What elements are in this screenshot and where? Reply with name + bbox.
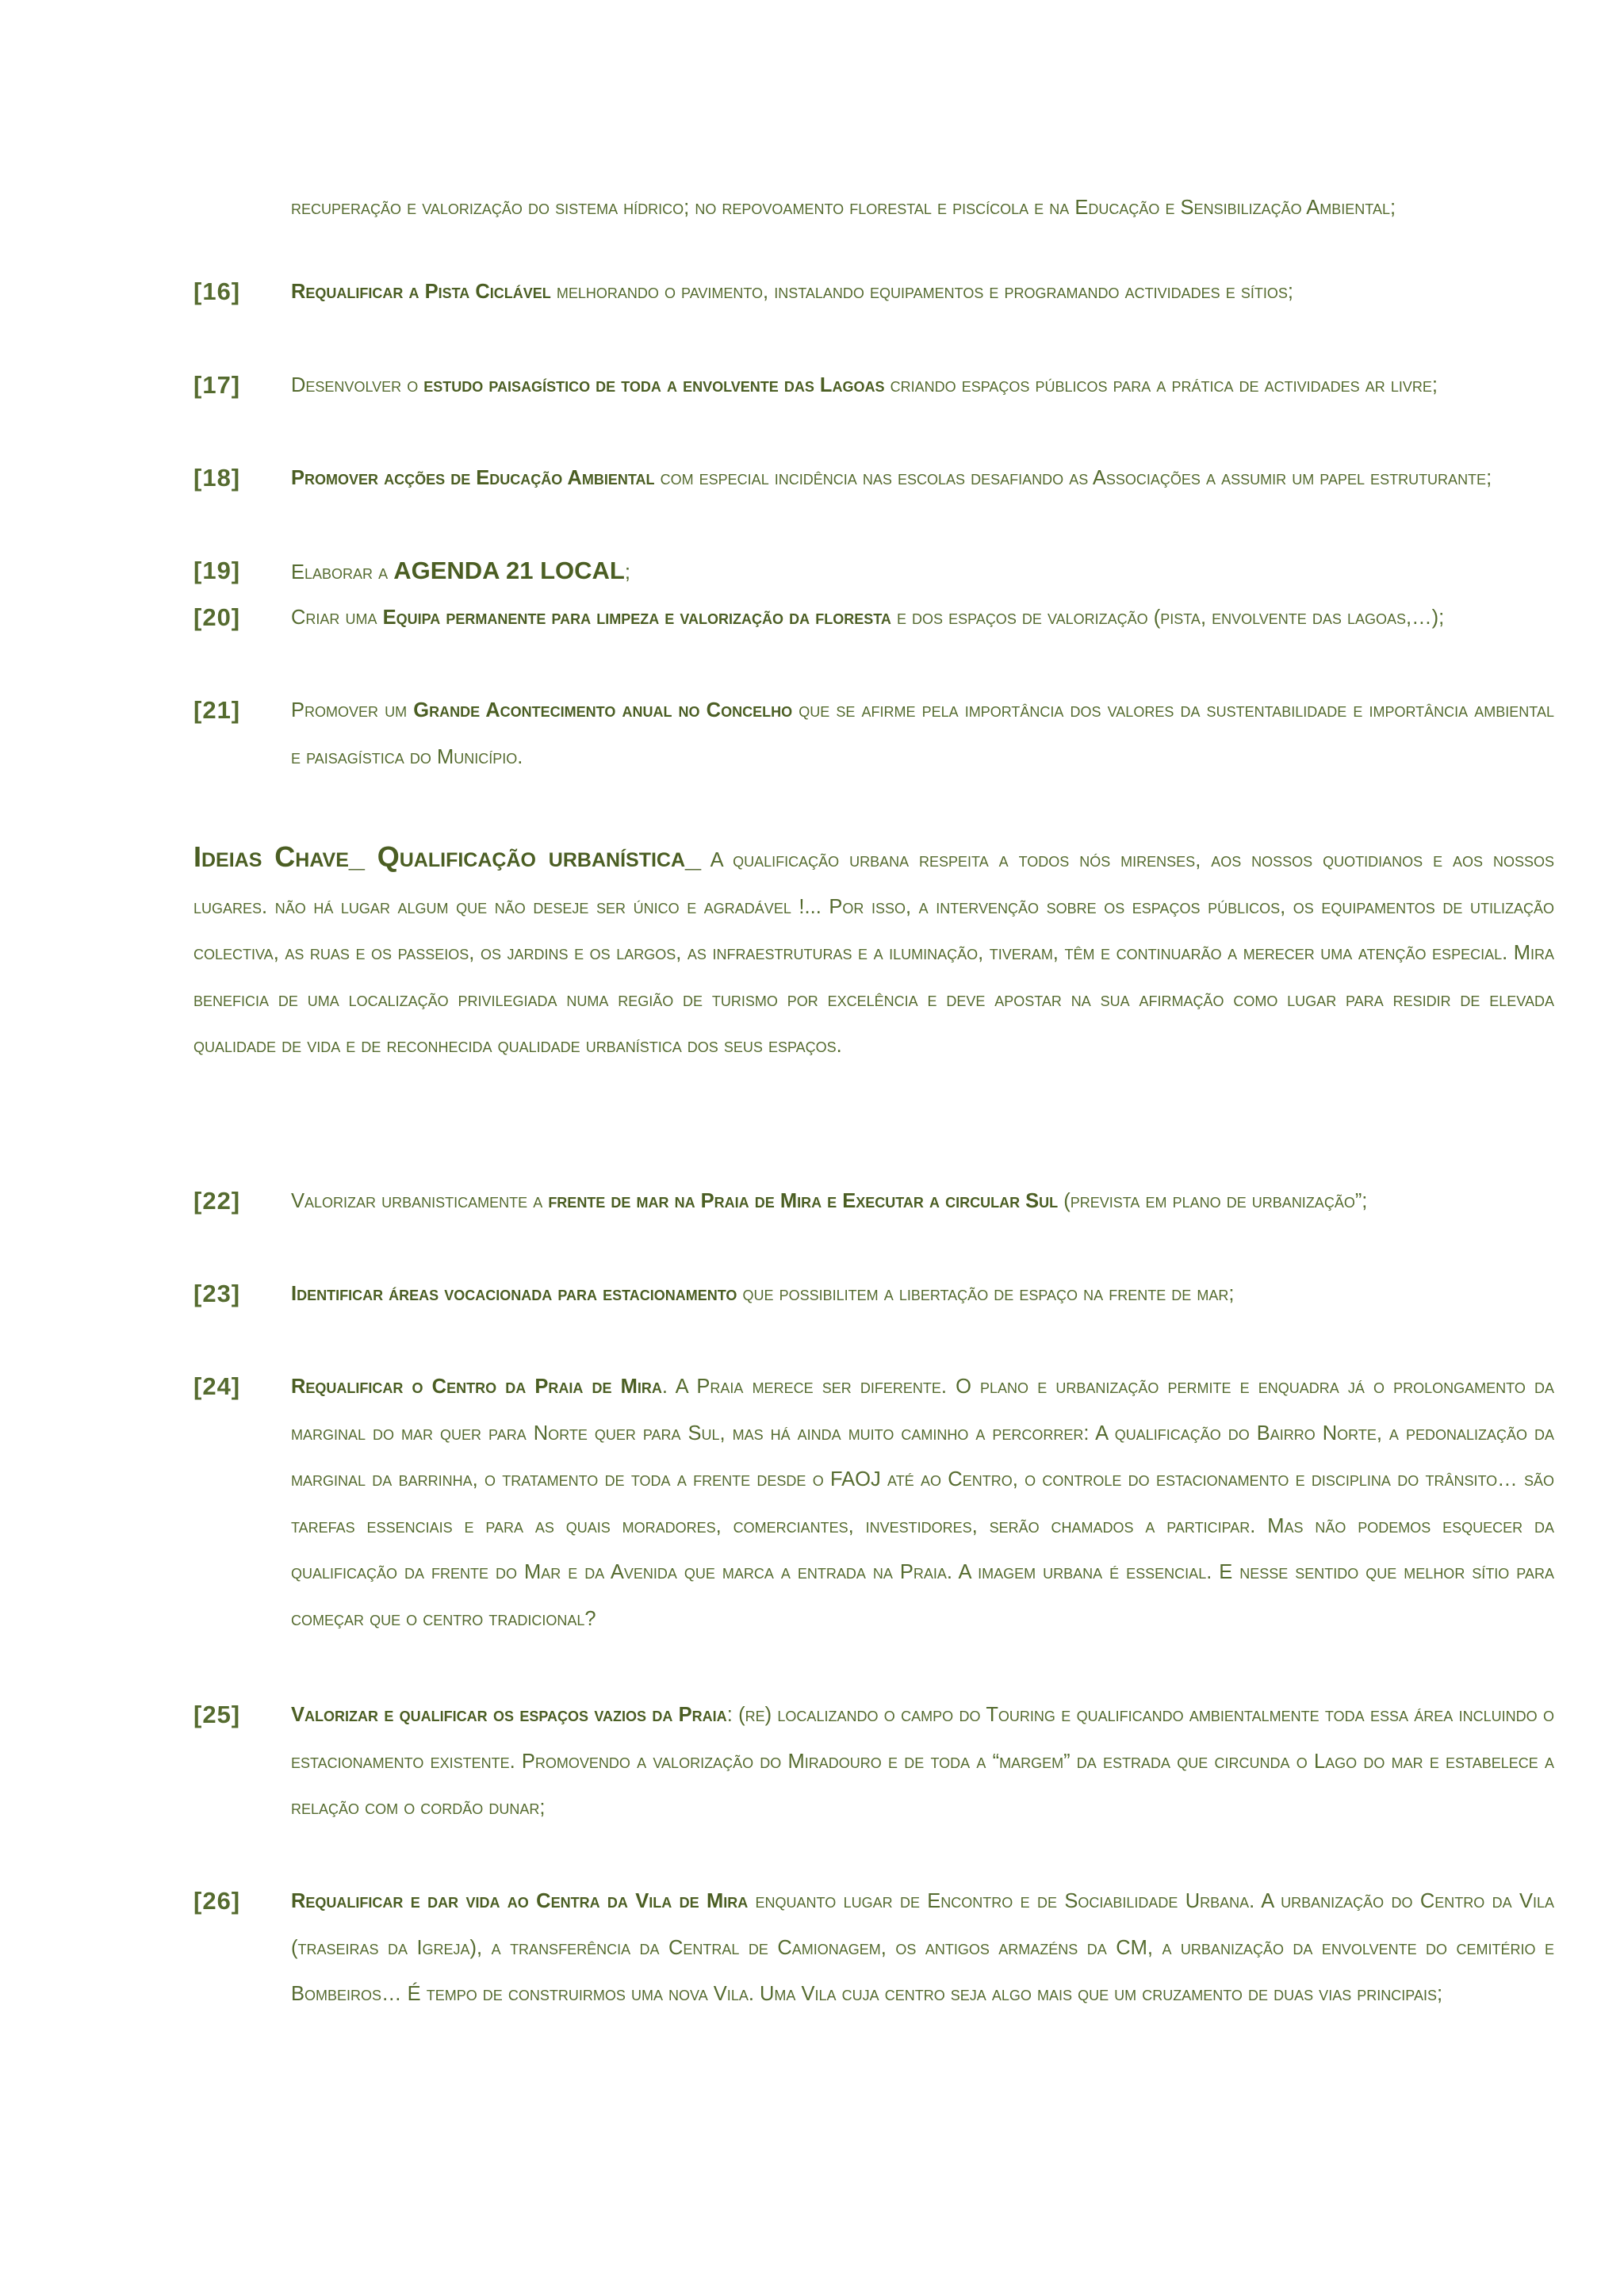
item-text: Requalificar o Centro da Praia de Mira. A Praia merece ser diferente. O plano e urbanização permite e enquadra já o prolongamento da marginal do mar quer para Norte quer para Sul, mas há ainda muito caminho a percorrer: A qualificação do Bairro Norte, a pedonalização da marginal da barrinha, o tratamento de toda a frente desde o FAOJ até ao Centro, o controle do estacionamento e disciplina do trânsito… são tarefas essenciais e para as quais moradores, comerciantes, investidores, serão chamados a participar. Mas não podemos esquecer da qualificação da frente do Mar e da Avenida que marca a entrada na Praia. A imagem urbana é essencial. E nesse sentido que melhor sítio para começar que o centro tradicional? — [291, 1376, 1554, 1630]
item-number: [24] — [193, 1372, 241, 1400]
item-number: [25] — [193, 1701, 241, 1728]
section-body: A qualificação urbana respeita a todos nós mirenses, aos nossos quotidianos e aos nossos lugares. não há lugar algum que não deseje ser único e agradável !... Por isso, a intervenção sobre os espaços públicos, os equipamentos de utilização colectiva, as ruas e os passeios, os jardins e os largos, as infraestruturas e a iluminação, tiveram, têm e continuarão a merecer uma atenção especial. Mira beneficia de uma localização privilegiada numa região de turismo por excelência e deve apostar na sua afirmação como lugar para residir de elevada qualidade de vida e de reconhecida qualidade urbanística dos seus espaços. — [193, 849, 1554, 1058]
item-number: [26] — [193, 1887, 241, 1915]
item-text: Promover um Grande Acontecimento anual no Concelho que se afirme pela importância dos valores da sustentabilidade e importância ambiental e paisagística do Município. — [291, 699, 1554, 768]
section-paragraph — [193, 834, 1554, 1070]
item-number: [20] — [193, 603, 241, 631]
item-text: Promover acções de Educação Ambiental com especial incidência nas escolas desafiando as Associações a assumir um papel estruturante; — [291, 467, 1492, 489]
item-number: [21] — [193, 696, 241, 724]
item-text: Valorizar urbanisticamente a frente de mar na Praia de Mira e Executar a circular Sul (prevista em plano de urbanização”; — [291, 1190, 1368, 1212]
item-number: [23] — [193, 1280, 241, 1307]
item-text: Requalificar e dar vida ao Centra da Vila de Mira enquanto lugar de Encontro e de Sociabilidade Urbana. A urbanização do Centro da Vila (traseiras da Igreja), a transferência da Central de Camionagem, os antigos armazéns da CM, a urbanização da envolvente do cemitério e Bombeiros… É tempo de construirmos uma nova Vila. Uma Vila cuja centro seja algo mais que um cruzamento de duas vias principais; — [291, 1890, 1554, 2006]
item-text: Requalificar a Pista Ciclável melhorando o pavimento, instalando equipamentos e programando actividades e sítios; — [291, 281, 1293, 303]
item-number: [19] — [193, 557, 241, 584]
item-number: [22] — [193, 1187, 241, 1215]
item-text: Identificar áreas vocacionada para estacionamento que possibilitem a libertação de espaço na frente de mar; — [291, 1283, 1235, 1305]
item-text: Criar uma Equipa permanente para limpeza e valorização da floresta e dos espaços de valorização (pista, envolvente das lagoas,…); — [291, 607, 1445, 629]
item-number: [17] — [193, 371, 241, 399]
item-text: Desenvolver o estudo paisagístico de toda a envolvente das Lagoas criando espaços públicos para a prática de actividades ar livre; — [291, 374, 1438, 396]
section-heading: Ideias Chave_ Qualificação urbanística_ — [193, 840, 702, 873]
item-number: [16] — [193, 277, 241, 305]
item-text: Elaborar a AGENDA 21 LOCAL; — [291, 557, 630, 584]
item-number: [18] — [193, 464, 241, 492]
item-text: recuperação e valorização do sistema hídrico; no repovoamento florestal e piscícola e na Educação e Sensibilização Ambiental; — [291, 197, 1396, 219]
item-text: Valorizar e qualificar os espaços vazios da Praia: (re) localizando o campo do Touring e qualificando ambientalmente toda essa área incluindo o estacionamento existente. Promovendo a valorização do Miradouro e de toda a “margem” da estrada que circunda o Lago do mar e estabelece a relação com o cordão dunar; — [291, 1704, 1554, 1820]
